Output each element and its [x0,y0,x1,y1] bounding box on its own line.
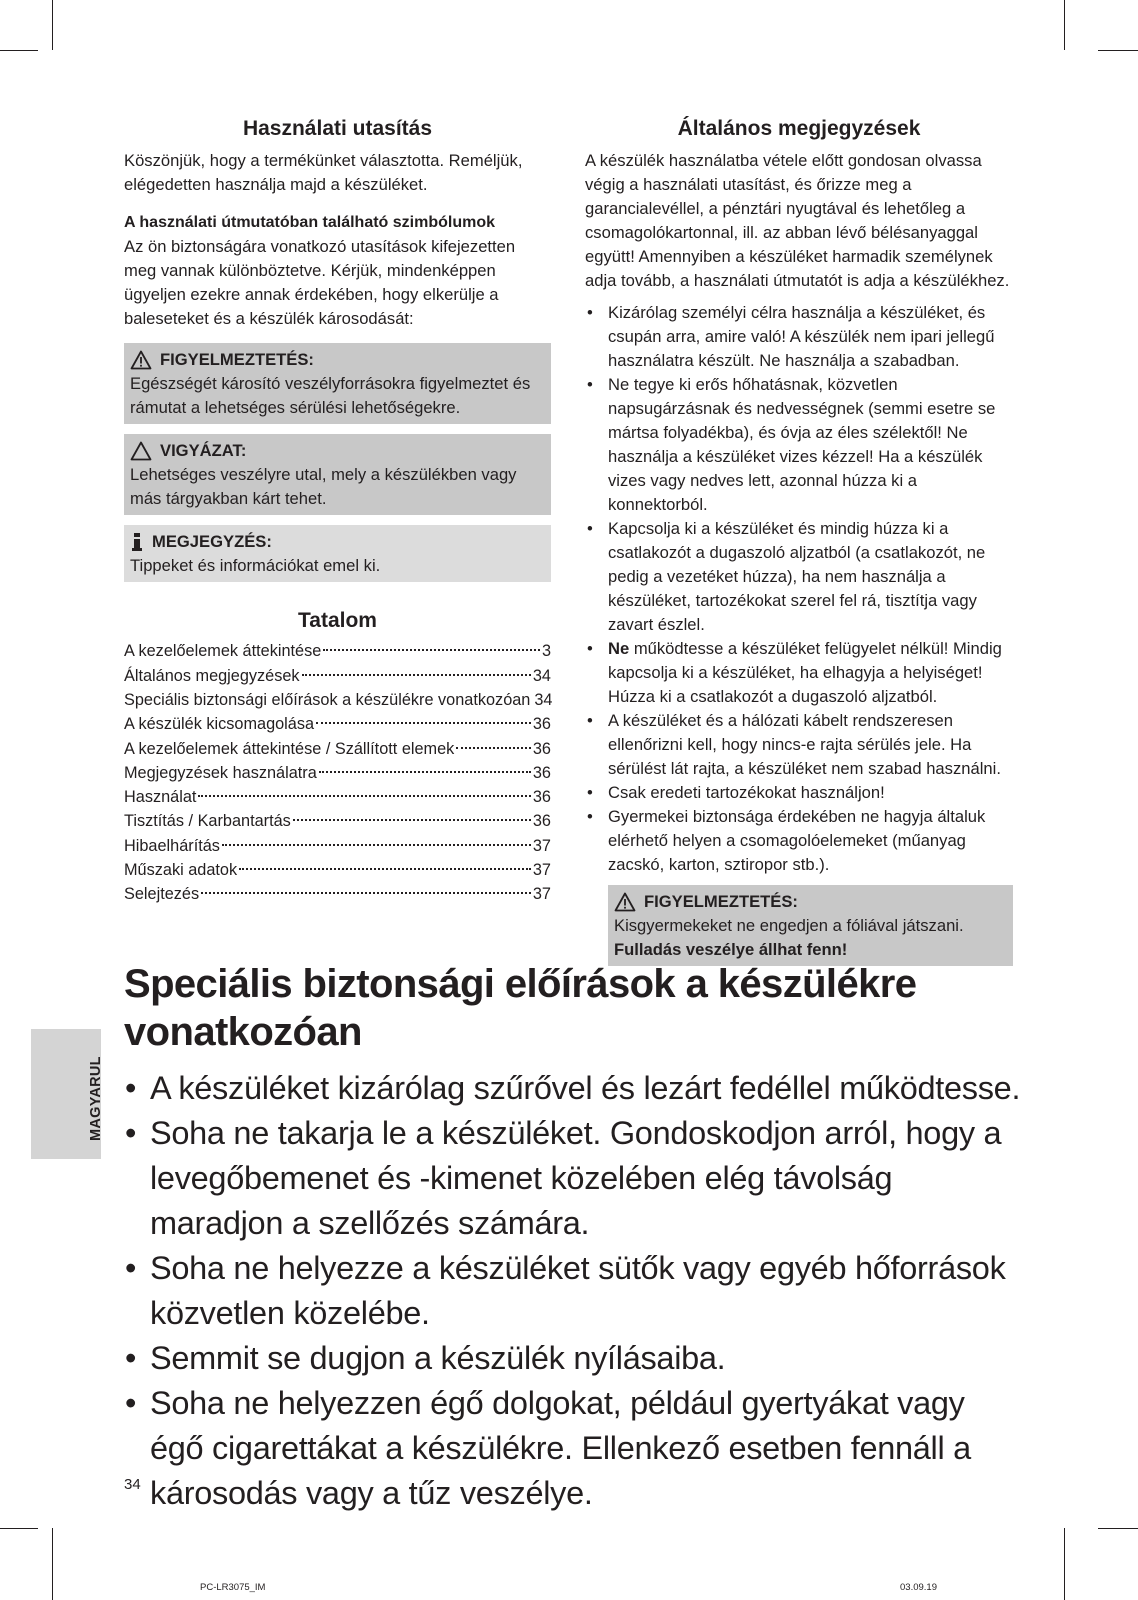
warning-bold-text: Fulladás veszélye állhat fenn! [614,940,848,960]
list-item: • Soha ne takarja le a készüléket. Gondoskodjon arról, hogy a levegőbemenet és -kimenet közelében elég távolság maradjon a szellőzés számára. [124,1111,1024,1246]
crop-mark [52,1528,53,1600]
footer-doc-id: PC-LR3075_IM [200,1582,266,1593]
list-item: • Ne működtesse a készüléket felügyelet nélkül! Mindig kapcsolja ki a készüléket, ha elhagyja a helyiséget! Húzza ki a csatlakozót a dugaszoló aljzatból. [585,637,1013,709]
general-notes-intro: A készülék használatba vétele előtt gondosan olvassa végig a használati utasítást, és őrizze meg a garancialevéllel, a pénztári nyugtával és lehetőleg a csomagolókartonnal, ill. az abban lévő bélésanyaggal együtt! Amennyiben a készüléket harmadik személynek adja tovább, a használati útmutatót is adja a készülékhez. [585,151,1010,291]
warning-box [124,343,551,424]
instructions-title: Használati utasítás [242,117,433,140]
warning-title: FIGYELMEZTETÉS: [160,350,314,370]
warning-triangle-icon [614,892,636,912]
list-item: • Ne tegye ki erős hőhatásnak, közvetlen napsugárzásnak és nedvességnek (semmi esetre se mártsa folyadékba), és óvja az éles szélektől! Ne használja a készüléket vizes kézzel! Ha a készülék vizes vagy nedves lett, azonnal húzza ki a konnektorból. [585,373,1013,517]
crop-mark [52,0,53,50]
toc-row: A kezelőelemek áttekintése / Szállított elemek 36 [124,739,551,758]
toc-row: Speciális biztonsági előírások a készülékre vonatkozóan 34 [124,690,553,709]
crop-mark [1098,50,1138,51]
warning-text: Kisgyermekeket ne engedjen a fóliával játszani. [614,916,964,936]
left-column [124,116,551,907]
toc-row: Általános megjegyzések 34 [124,666,551,685]
table-of-contents [124,639,551,906]
caution-text: Lehetséges veszélyre utal, mely a készülékben vagy más tárgyakban kárt tehet. [130,465,517,509]
crop-mark [1098,1528,1138,1529]
list-item: • Semmit se dugjon a készülék nyílásaiba. [124,1336,1024,1381]
intro-text: Köszönjük, hogy a termékünket választotta. Reméljük, elégedetten használja majd a készüléket. [124,151,523,195]
special-safety-section [124,960,1024,1516]
general-notes-list [585,301,1013,877]
toc-row: A készülék kicsomagolása 36 [124,715,551,734]
footer-date: 03.09.19 [900,1582,937,1593]
warning-triangle-icon [130,350,152,370]
caution-triangle-icon [130,441,152,461]
symbols-heading: A használati útmutatóban található szimbólumok [124,214,495,232]
page-number: 34 [124,1476,141,1493]
list-item: • Soha ne helyezzen égő dolgokat, például gyertyákat vagy égő cigarettákat a készülékre. Ellenkező esetben fennáll a károsodás vagy a tűz veszélye. [124,1381,1024,1516]
crop-mark [1064,0,1065,50]
toc-row: A kezelőelemek áttekintése 3 [124,642,551,661]
list-item: • A készüléket és a hálózati kábelt rendszeresen ellenőrizni kell, hogy nincs-e rajta sérülés jele. Ha sérülést lát rajta, a készüléket nem szabad használni. [585,709,1013,781]
caution-box [124,434,551,515]
special-safety-title: Speciális biztonsági előírások a készülékre vonatkozóan [124,962,917,1054]
general-notes-title: Általános megjegyzések [677,117,921,140]
toc-title: Tatalom [298,609,377,633]
right-column [585,116,1013,966]
toc-row: Műszaki adatok 37 [124,861,551,880]
symbols-text: Az ön biztonságára vonatkozó utasítások kifejezetten meg vannak különböztetve. Kérjük, mindenképpen ügyeljen ezekre annak érdekében, hogy elkerülje a baleseteket és a készülék károsodását: [124,237,516,329]
list-item: • Kizárólag személyi célra használja a készüléket, és csupán arra, amire való! A készülék nem ipari jellegű használatra készült. Ne használja a szabadban. [585,301,1013,373]
warning-text: Egészségét károsító veszélyforrásokra figyelmeztet és rámutat a lehetséges sérülési lehetőségekre. [130,374,531,418]
special-safety-list [124,1066,1024,1516]
list-item: • Kapcsolja ki a készüléket és mindig húzza ki a csatlakozót a dugaszoló aljzatból (a csatlakozót, ne pedig a vezetéket húzza), ha nem használja a készüléket, tartozékokat szerel fel rá, tisztítja vagy zavart észlel. [585,517,1013,637]
crop-mark [0,50,38,51]
warning-box-foil [608,885,1013,966]
crop-mark [0,1528,38,1529]
warning-title: FIGYELMEZTETÉS: [644,892,798,912]
caution-title: VIGYÁZAT: [160,441,247,461]
toc-row: Selejtezés 37 [124,885,551,904]
toc-row: Használat 36 [124,788,551,807]
list-item: • A készüléket kizárólag szűrővel és lezárt fedéllel működtesse. [124,1066,1024,1111]
list-item: • Gyermekei biztonsága érdekében ne hagyja általuk elérhető helyen a csomagolóelemeket (műanyag zacskó, karton, sztiropor stb.). [585,805,1013,877]
crop-mark [1064,1528,1065,1600]
toc-row: Hibaelhárítás 37 [124,836,551,855]
language-label: MAGYARUL [88,1056,104,1141]
toc-row: Megjegyzések használatra 36 [124,763,551,782]
note-text: Tippeket és információkat emel ki. [130,556,381,576]
list-item: • Csak eredeti tartozékokat használjon! [585,781,1013,805]
list-item: • Soha ne helyezze a készüléket sütők vagy egyéb hőforrások közvetlen közelébe. [124,1246,1024,1336]
info-icon [130,532,144,552]
language-tab [31,1029,104,1159]
note-box [124,525,551,582]
note-title: MEGJEGYZÉS: [152,532,272,552]
toc-row: Tisztítás / Karbantartás 36 [124,812,551,831]
